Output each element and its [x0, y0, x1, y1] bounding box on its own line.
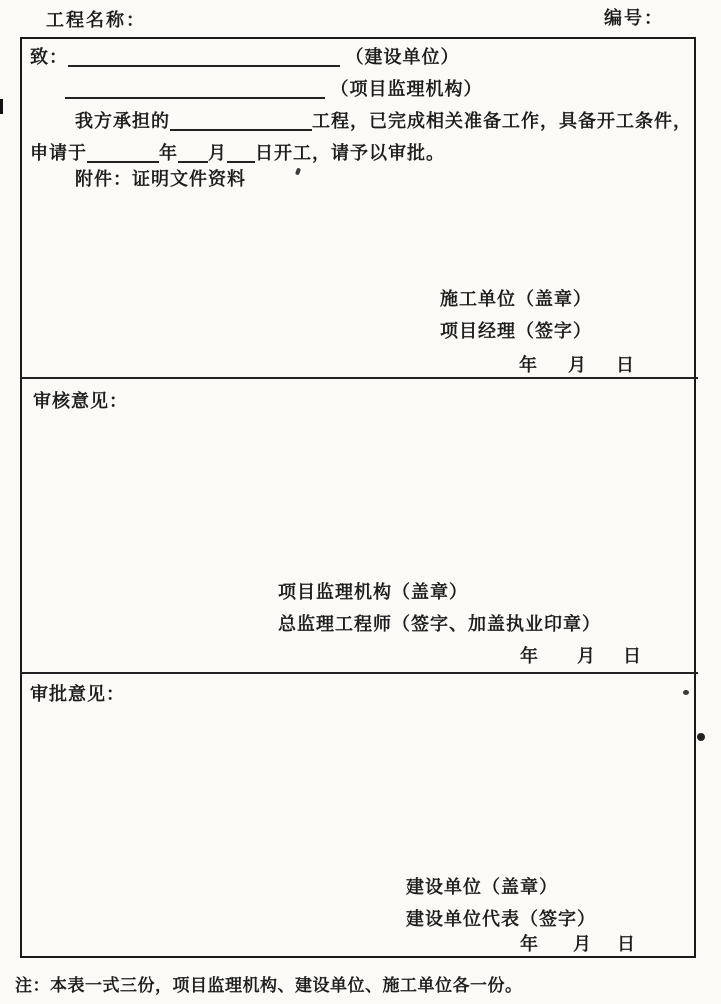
section3-date-month: 月 — [573, 934, 591, 954]
section2-title: 审核意见： — [33, 391, 128, 411]
section1-date-month: 月 — [568, 355, 586, 375]
scan-speck — [683, 690, 689, 695]
apply-day-blank-underline — [227, 144, 255, 163]
scan-edge-artifact — [0, 99, 3, 114]
recipient2-suffix: （项目监理机构） — [330, 79, 483, 99]
section3-date-day: 日 — [617, 934, 635, 954]
body-line-1 — [75, 111, 692, 131]
section2-sign-org: 项目监理机构（盖章） — [278, 582, 468, 602]
distribution-note: 注：本表一式三份，项目监理机构、建设单位、施工单位各一份。 — [15, 976, 523, 995]
section3-date-year: 年 — [520, 934, 538, 954]
apply-year-label: 年 — [159, 143, 178, 163]
section3-title: 审批意见： — [30, 684, 125, 704]
section1-date-year: 年 — [519, 355, 537, 375]
attachment-line: 附件：证明文件资料 — [75, 169, 246, 189]
section2-date-year: 年 — [520, 646, 538, 666]
body-suffix: 工程，已完成相关准备工作，具备开工条件， — [312, 111, 692, 131]
to-line-2 — [65, 79, 483, 99]
body-prefix: 我方承担的 — [75, 111, 170, 131]
section1-sign-person: 项目经理（签字） — [440, 321, 592, 341]
apply-year-blank-underline — [87, 144, 159, 163]
apply-month-label: 月 — [208, 143, 227, 163]
form-number-label: 编号： — [604, 8, 664, 28]
scan-speck — [697, 733, 705, 741]
section-divider-1 — [20, 377, 698, 379]
body-line-2 — [30, 143, 445, 163]
section1-sign-org: 施工单位（盖章） — [440, 289, 592, 309]
section2-date-day: 日 — [623, 646, 641, 666]
section2-date-month: 月 — [577, 646, 595, 666]
section1-date-day: 日 — [616, 355, 634, 375]
project-name-label: 工程名称： — [46, 10, 146, 30]
apply-day-suffix: 日开工，请予以审批。 — [255, 143, 445, 163]
apply-month-blank-underline — [178, 144, 208, 163]
apply-prefix: 申请于 — [30, 143, 87, 163]
recipient2-blank-underline — [65, 80, 325, 99]
section2-sign-person: 总监理工程师（签字、加盖执业印章） — [278, 614, 601, 634]
section3-sign-org: 建设单位（盖章） — [406, 877, 558, 897]
to-label: 致： — [30, 47, 68, 67]
to-line-1 — [30, 47, 460, 67]
section3-sign-person: 建设单位代表（签字） — [406, 909, 596, 929]
section-divider-2 — [20, 672, 698, 674]
recipient1-blank-underline — [68, 48, 340, 67]
recipient1-suffix: （建设单位） — [345, 47, 460, 67]
project-blank-underline — [170, 112, 312, 131]
